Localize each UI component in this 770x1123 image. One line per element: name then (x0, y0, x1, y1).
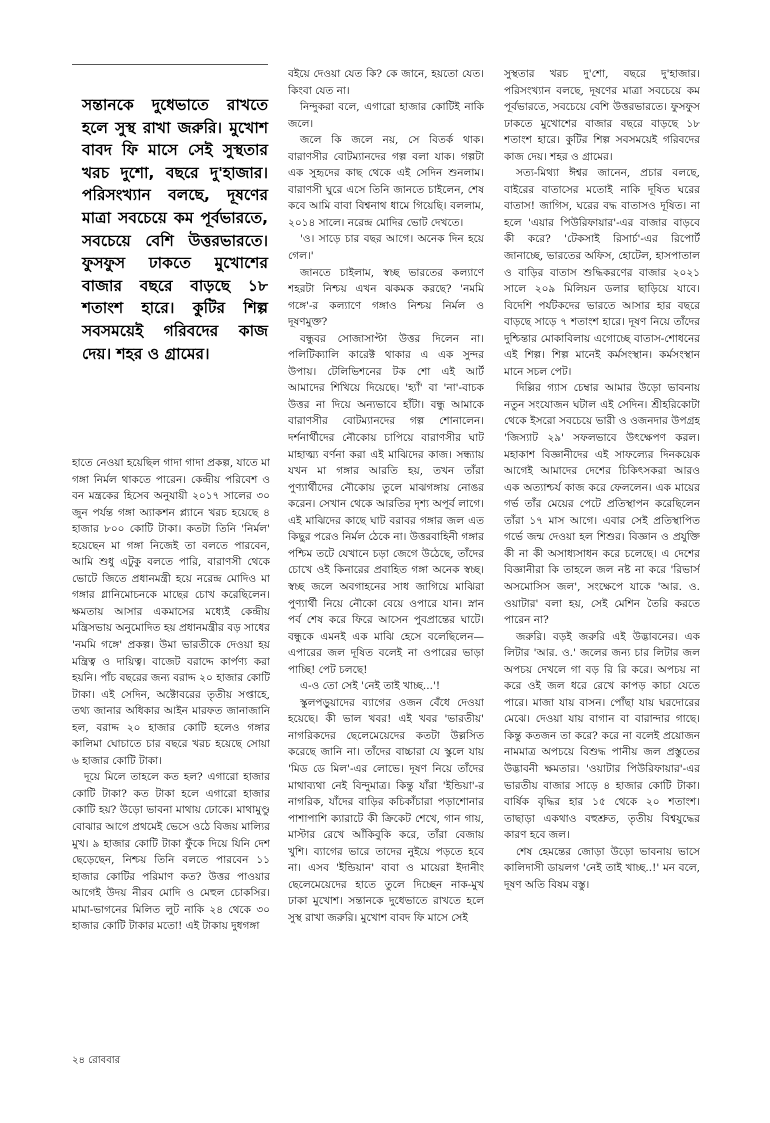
article-column-3 (504, 66, 700, 1046)
paragraph: এ-ও তো সেই 'নেই তাই খাচ্ছ...'! (300, 680, 441, 693)
paragraph: বন্ধুবর সোজাসাপ্টা উত্তর দিলেন না। পলিটিক্যালি কারেক্ট থাকার এ এক সুন্দর উপায়। টেলিভিশনের টক শো এই আর্ট আমাদের শিখিয়ে দিয়েছে। 'হ্যাঁ' বা 'না'-বাচক উত্তর না দিয়ে অন্যভাবে হাঁটা। বন্ধু আমাকে বারাণসীর বোটম্যানদের গল্প শোনালেন। দর্শনার্থীদের নৌকোয় চাপিয়ে বারাণসীর ঘাট মাহাত্ম্য বর্ণনা করা এই মাঝিদের কাজ। সন্ধ্যায় যখন মা গঙ্গার আরতি হয়, তখন তাঁরা পুণ্যার্থীদের নৌকোয় তুলে মাঝগঙ্গায় নোঙর করেন। সেখান থেকে আরতির দৃশ্য অপূর্ব লাগে। এই মাঝিদের কাছে ঘাট বরাবর গঙ্গার জল এত কিছুর পরেও নির্মল ঠেকে না। উত্তরবাহিনী গঙ্গার পশ্চিম তটে যেখানে চড়া জেগে উঠেছে, তাঁদের চোখে ওই কিনারের প্রবাহিত গঙ্গা অনেক স্বচ্ছ। স্বচ্ছ জলে অবগাহনের সাধ জাগিয়ে মাঝিরা পুণ্যার্থী নিয়ে নৌকো বেয়ে ওপারে যান। স্নান পর্ব শেষ করে ফিরে আসেন পুবপ্রান্তের ঘাটে। বন্ধুকে এমনই এক মাঝি হেসে বলেছিলেন— এপারের জল দূষিত বলেই না ওপারের ভাড়া পাচ্ছি! পেট চলছে! (288, 332, 484, 676)
article-column-1 (72, 455, 270, 1041)
paragraph: 'ও। সাড়ে চার বছর আগে। অনেক দিন হয়ে গেল।' (288, 233, 484, 263)
paragraph: দিল্লির গ্যাস চেম্বার আমার উড়ো ভাবনায় নতুন সংযোজন ঘটাল এই সেদিন। শ্রীহরিকোটা থেকে ইসরো সবচেয়ে ভারী ও ওজনদার উপগ্রহ 'জিস্যাট ২৯' সফলভাবে উৎক্ষেপণ করল। মহাকাশ বিজ্ঞানীদের এই সাফল্যের দিনকয়েক আগেই আমাদের দেশের চিকিৎসকরা আরও এক অত্যাশ্চর্য কাজ করে ফেললেন। এক মায়ের গর্ভ তাঁর মেয়ের পেটে প্রতিস্থাপন করেছিলেন তাঁরা ১৭ মাস আগে। এবার সেই প্রতিস্থাপিত গর্ভে জন্ম দেওয়া হল শিশুর। বিজ্ঞান ও প্রযুক্তি কী না কী অসাধ্যসাধন করে চলেছে। এ দেশের বিজ্ঞানীরা কি তাহলে জল নষ্ট না করে 'রিভার্স অসমোসিস জল', সংক্ষেপে যাকে 'আর. ও. ওয়াটার' বলা হয়, সেই মেশিন তৈরি করতে পারেন না? (504, 382, 700, 627)
paragraph: সত্য-মিথ্যা ঈশ্বর জানেন, প্রচার বলছে, বাইরের বাতাসের মতোই নাকি দূষিত ঘরের বাতাস! জাগিস, ঘরের বদ্ধ বাতাসও দূষিত। না হলে 'এয়ার পিউরিফায়ার'-এর বাজার বাড়বে কী করে? 'টেকসাই রিসার্চ'-এর রিপোর্ট জানাচ্ছে, ভারতের অফিস, হোটেল, হাসপাতাল ও বাড়ির বাতাস শুদ্ধিকরণের বাজার ২০২১ সালে ২০৯ মিলিয়ন ডলার ছাড়িয়ে যাবে। বিদেশি পর্যটকদের ভারতে আসার হার বছরে বাড়ছে সাড়ে ৭ শতাংশ হারে। দূষণ নিয়ে তাঁদের দুশ্চিন্তার মোকাবিলায় এগোচ্ছে বাতাস-শোধনের এই শিল্প। শিল্প মানেই কর্মসংস্থান। কর্মসংস্থান মানে সচল পেট। (504, 167, 700, 378)
article-column-2 (288, 66, 484, 1046)
page-footer: ২৪ রোববার (72, 1055, 121, 1066)
paragraph: শেষ হেমন্তের জোড়া উড়ো ভাবনায় ভাসে কালিদাসী ডায়লগ 'নেই তাই খাচ্ছ..!' মন বলে, দূষণ অতি বিষম বস্তু। (504, 845, 700, 891)
paragraph: হাতে নেওয়া হয়েছিল গাদা গাদা প্রকল্প, যাতে মা গঙ্গা নির্মল থাকতে পারেন। কেন্দ্রীয় পরিবেশ ও বন মন্ত্রকের হিসেব অনুযায়ী ২০১৭ সালের ৩০ জুন পর্যন্ত গঙ্গা অ্যাকশন প্ল্যানে খরচ হয়েছে ৪ হাজার ৮০০ কোটি টাকা। কতটা তিনি 'নির্মল' হয়েছেন মা গঙ্গা নিজেই তা বলতে পারবেন, আমি শুধু এটুকু বলতে পারি, বারাণসী থেকে ভোটে জিতে প্রধানমন্ত্রী হয়ে নরেন্দ্র মোদিও মা গঙ্গার গ্লানিমোচনকে মাছের চোখ করেছিলেন। ক্ষমতায় আসার একমাসের মধ্যেই কেন্দ্রীয় মন্ত্রিসভায় অনুমোদিত হয় প্রধানমন্ত্রীর বড় সাধের 'নমমি গঙ্গে' প্রকল্প। উমা ভারতীকে দেওয়া হয় মন্ত্রিত্ব ও দায়িত্ব। বাজেট বরাদ্দে কার্পণ্য করা হয়নি। পাঁচ বছরের জন্য বরাদ্দ ২০ হাজার কোটি টাকা। এই সেদিন, অক্টোবরের তৃতীয় সপ্তাহে, তথ্য জানার অধিকার আইন মারফত জানাজানি হল, বরাদ্দ ২০ হাজার কোটি হলেও গঙ্গার কালিমা ঘোচাতে চার বছরে খরচ হয়েছে সোয়া ৬ হাজার কোটি টাকা। (72, 457, 270, 767)
paragraph: জলে কি জলে নয়, সে বিতর্ক থাক। বারাণসীর বোটম্যানদের গল্প বলা যাক। গল্পটা এক সুহৃদের কাছ থেকে এই সেদিন শুনলাম। বারাণসী ঘুরে এসে তিনি জানতে চাইলেন, শেষ কবে আমি বাবা বিশ্বনাথ ধামে গিয়েছি। বললাম, ২০১৪ সালে। নরেন্দ্র মোদির ভোট দেখতে। (288, 134, 484, 229)
pull-quote: সন্তানকে দুধেভাতে রাখতে হলে সুস্থ রাখা জরুরি। মুখোশ বাবদ ফি মাসে সেই সুস্থতার খরচ দুশো, বছরে দু'হাজার। পরিসংখ্যান বলছে, দূষণের মাত্রা সবচেয়ে কম পূর্বভারতে, সবচেয়ে বেশি উত্তরভারতে। ফুসফুস ঢাকতে মুখোশের বাজার বছরে বাড়ছে ১৮ শতাংশ হারে। কুটির শিল্প সবসময়েই গরিবদের কাজ দেয়। শহর ও গ্রামের। (82, 96, 268, 363)
paragraph: সুস্থতার খরচ দু'শো, বছরে দু'হাজার। পরিসংখ্যান বলছে, দূষণের মাত্রা সবচেয়ে কম পূর্বভারতে, সবচেয়ে বেশি উত্তরভারতে। ফুসফুস ঢাকতে মুখোশের বাজার বছরে বাড়ছে ১৮ শতাংশ হারে। কুটির শিল্প সবসময়েই গরিবদের কাজ দেয়। শহর ও গ্রামের। (504, 68, 700, 163)
paragraph: জরুরি। বড়ই জরুরি এই উদ্ভাবনের। এক লিটার 'আর. ও.' জলের জন্য চার লিটার জল অপচয় দেখলে গা বড় রি রি করে। অপচয় না করে ওই জল ধরে রেখে কাপড় কাচা যেতে পারে। মাজা যায় বাসন। পোঁছা যায় ঘরদোরের মেঝে। দেওয়া যায় বাগান বা বারান্দার গাছে। কিন্তু কতজন তা করে? করে না বলেই প্রয়োজন নামমাত্র অপচয়ে বিশুদ্ধ পানীয় জল প্রস্তুতের উদ্ভাবনী ক্ষমতার। 'ওয়াটার পিউরিফায়ার'-এর ভারতীয় বাজার সাড়ে ৪ হাজার কোটি টাকা। বার্ষিক বৃদ্ধির হার ১৫ থেকে ২০ শতাংশ। তাছাড়া একথাও বহুশ্রুত, তৃতীয় বিশ্বযুদ্ধের কারণ হবে জল। (504, 630, 700, 842)
paragraph: দূয়ে মিলে তাহলে কত হল? এগারো হাজার কোটি টাকা? কত টাকা হলে এগারো হাজার কোটি হয়? উড়ো ভাবনা মাথায় ঢোকে। মাথামুণ্ডু বোঝার আগে প্রথমেই ভেসে ওঠে বিজয় মাল্যির মুখ। ৯ হাজার কোটি টাকা ফুঁকে দিয়ে যিনি দেশ ছেড়েছেন, নিশ্চয় তিনি বলতে পারবেন ১১ হাজার কোটির পরিমাণ কত? উত্তর পাওয়ার আগেই উদয় নীরব মোদি ও মেহুল চোকসির। মামা-ভাগনের মিলিত লুট নাকি ২৪ থেকে ৩০ হাজার কোটি টাকার মতো! এই টাকায় দুধগঙ্গা (72, 771, 270, 933)
top-rule (72, 64, 268, 65)
paragraph: স্কুলপড়ুয়াদের ব্যাগের ওজন বেঁধে দেওয়া হয়েছে। কী ভাল খবর! এই খবর 'ভারতীয়' নাগরিকদের ছেলেমেয়েদের কতটা উল্লসিত করেছে জানি না। তাঁদের বাচ্চারা যে স্কুলে যায় 'মিড ডে মিল'-এর লোভে। দূষণ নিয়ে তাঁদের মাথাব্যথা নেই বিন্দুমাত্র। কিন্তু যাঁরা 'ইন্ডিয়া'-র নাগরিক, যাঁদের বাড়ির কচিকাঁচারা পড়াশোনার পাশাপাশি ক্যারাটে কী ক্রিকেট শেখে, গান গায়, মাস্টার রেখে আঁকিবুকি করে, তাঁরা বেজায় খুশি। ব্যাগের ভারে তাদের নুইয়ে পড়তে হবে না। এসব 'ইন্ডিয়ান' বাবা ও মায়েরা ইদানীং ছেলেমেয়েদের হাতে তুলে দিচ্ছেন নাক-মুখ ঢাকা মুখোশ। সন্তানকে দুধেভাতে রাখতে হলে সুস্থ রাখা জরুরি। মুখোশ বাবদ ফি মাসে সেই (288, 696, 484, 924)
paragraph: জানতে চাইলাম, স্বচ্ছ ভারতের কল্যাণে শহরটা নিশ্চয় এখন ঝকমক করছে? 'নমমি গঙ্গে'-র কল্যাণে গঙ্গাও নিশ্চয় নির্মল ও দূষণমুক্ত? (288, 266, 484, 329)
paragraph: নিন্দুকরা বলে, এগারো হাজার কোটিই নাকি জলে। (288, 101, 484, 130)
paragraph: বইয়ে দেওয়া যেত কি? কে জানে, হয়তো যেত। কিংবা যেত না। (288, 68, 484, 97)
